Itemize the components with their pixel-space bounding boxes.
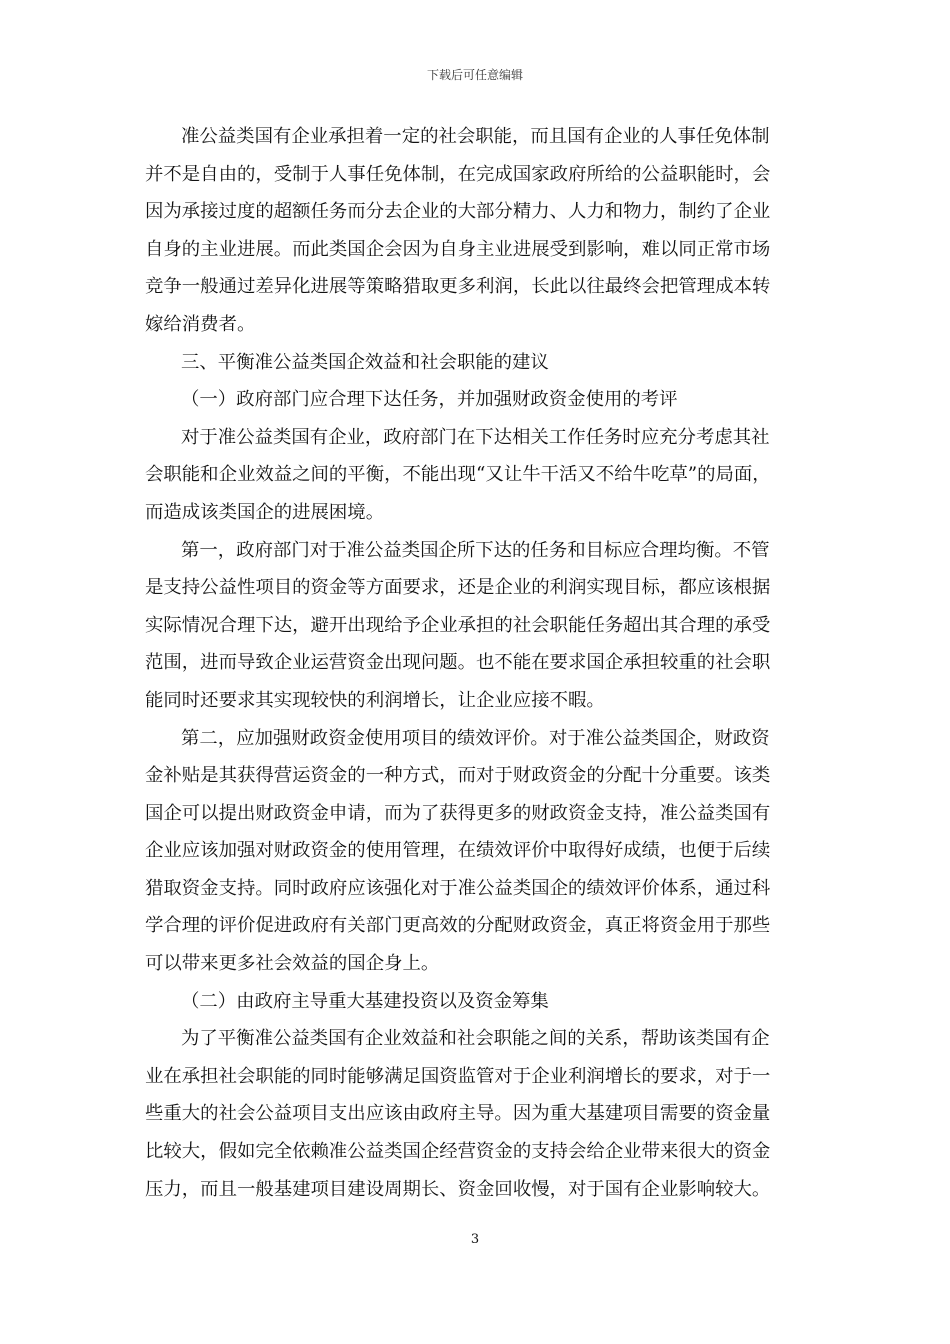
text-line: 因为承接过度的超额任务而分去企业的大部分精力、人力和物力，制约了企业 [145,201,771,223]
text-line: 业在承担社会职能的同时能够满足国资监管对于企业利润增长的要求，对于一 [145,1065,771,1087]
text-line: 实际情况合理下达，避开出现给予企业承担的社会职能任务超出其合理的承受 [145,614,771,636]
text-line: 范围，进而导致企业运营资金出现问题。也不能在要求国企承担较重的社会职 [145,652,771,674]
text-line: 对于准公益类国有企业，政府部门在下达相关工作任务时应充分考虑其社 [181,426,770,448]
text-line: 会职能和企业效益之间的平衡，不能出现“又让牛干活又不给牛吃草”的局面， [145,464,771,486]
text-line: 第二，应加强财政资金使用项目的绩效评价。对于准公益类国企，财政资 [181,727,770,749]
text-line: 些重大的社会公益项目支出应该由政府主导。因为重大基建项目需要的资金量 [145,1103,771,1125]
text-line: 是支持公益性项目的资金等方面要求，还是企业的利润实现目标，都应该根据 [145,577,771,599]
page-number: 3 [470,1232,480,1247]
text-line: 第一，政府部门对于准公益类国企所下达的任务和目标应合理均衡。不管 [181,539,770,561]
text-line: 三、平衡准公益类国企效益和社会职能的建议 [181,351,549,373]
text-line: 并不是自由的，受制于人事任免体制，在完成国家政府所给的公益职能时，会 [145,163,771,185]
body-text [145,118,835,1208]
text-line: 可以带来更多社会效益的国企身上。 [145,953,440,975]
text-line: 而造成该类国企的进展困境。 [145,501,385,523]
text-line: 学合理的评价促进政府有关部门更高效的分配财政资金，真正将资金用于那些 [145,915,771,937]
text-line: 能同时还要求其实现较快的利润增长，让企业应接不暇。 [145,689,605,711]
text-line: （一）政府部门应合理下达任务，并加强财政资金使用的考评 [181,389,678,411]
text-line: 压力，而且一般基建项目建设周期长、资金回收慢，对于国有企业影响较大。 [145,1178,771,1200]
text-line: 企业应该加强对财政资金的使用管理，在绩效评价中取得好成绩，也便于后续 [145,840,771,862]
text-line: 金补贴是其获得营运资金的一种方式，而对于财政资金的分配十分重要。该类 [145,765,771,787]
text-line: 嫁给消费者。 [145,313,256,335]
page-header: 下载后可任意编辑 [426,68,523,82]
text-line: 国企可以提出财政资金申请，而为了获得更多的财政资金支持，准公益类国有 [145,802,771,824]
text-line: 准公益类国有企业承担着一定的社会职能，而且国有企业的人事任免体制 [181,126,770,147]
text-line: 比较大，假如完全依赖准公益类国企经营资金的支持会给企业带来很大的资金 [145,1141,771,1163]
text-line: 猎取资金支持。同时政府应该强化对于准公益类国企的绩效评价体系，通过科 [145,877,771,899]
text-line: 竞争一般通过差异化进展等策略猎取更多利润，长此以往最终会把管理成本转 [145,276,771,298]
text-line: 自身的主业进展。而此类国企会因为自身主业进展受到影响，难以同正常市场 [145,238,771,260]
text-line: 为了平衡准公益类国有企业效益和社会职能之间的关系，帮助该类国有企 [181,1028,770,1050]
text-line: （二）由政府主导重大基建投资以及资金筹集 [181,990,549,1012]
